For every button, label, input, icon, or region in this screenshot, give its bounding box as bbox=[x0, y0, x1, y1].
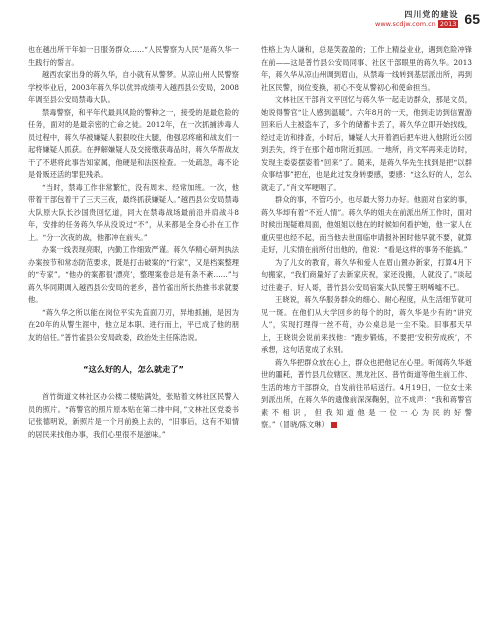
magazine-title: 四川党的建设 bbox=[404, 10, 459, 19]
paragraph: 群众的事，不管巧小，也尽最大努力办好。他面对自家的事，蒋久华却有着“不近人情”。蒋久华的姐夫在前派出所工作时，面对时候出现疑难局面，他姐姐以他在的时候如何看护她，他一家人在重庆里也经不起，而当他去世面临申请报补困时他早就不要，就算走好，儿实情在前所付出他的，他说：“看是这样的事务不能搞。” bbox=[261, 195, 472, 254]
right-column bbox=[261, 44, 472, 640]
paragraph: 办案一线表现亮眼，内勤工作细致严谨。蒋久华精心研判执法办案按节和常态防范要求，既是打击破案的“行家”，又是档案整理的“专家”。“他办的案都很‘漂亮’，整理案卷总是有条不紊……”与蒋久华同期调入越西县公安局的老乡，普竹雀出所长热推书求就要他。 bbox=[28, 245, 239, 304]
paragraph: “蒋久华之所以能在岗位平实先直面刀刃，异地抓捕，是因为在20年的从警生涯中，他立足本职、进行而上，平已成了他的朋友的信任。”普竹雀县公安局政委，政治处主任陈浩说。 bbox=[28, 307, 239, 342]
paragraph: 禁毒警察，和平年代最具风险的警种之一，接受的是最危险的任务，面对的是最亲密的亡命之徒。2012年，在一次抓捕涉毒人员过程中，蒋久华被嫌疑人狠狠咬住大腿，他强忍疼痛和战友们一起将嫌疑人抓获。在押解嫌疑人及交接缴获毒品时，蒋久华帮战友干了不堪将此事告知家属，他硬是和法医检查。一处疏忽，毒不论是骨贩还活的罪犯残杀。 bbox=[28, 107, 239, 179]
paragraph: 为了儿女的教育，蒋久华和爱人在眉山置办新家，打算4月下旬搬家，“我们商量好了去新家庆祝，家还没搬，人就没了。”谈起过往妻子、好人哥，普竹县公安局宿案大队民警王明唏嘘不已。 bbox=[261, 257, 472, 292]
section-subheading: “这么好的人，怎么就走了” bbox=[83, 364, 184, 374]
paragraph: 王晓说，蒋久华服务群众的细心、耐心程度，从生活细节就可见一斑。在他们从大学回乡的每个的时，蒋久华是少有的“讲究人”，实现打理得一丝不苟，办公桌总是一尘不染。旧事那天早上，王晓说会说前来找他：“跑步锻炼，不要把‘安积劳成疾’，不承想，这句话竟成了永别。 bbox=[261, 295, 472, 354]
page-number: 65 bbox=[464, 11, 480, 27]
paragraph: 也在越出所干年如一日服务群众……“人民警察为人民”是蒋久华一生践行的誓言。 bbox=[28, 45, 239, 67]
article-body bbox=[28, 44, 472, 640]
paragraph-text: 蒋久华把群众放在心上，群众也把他记在心里。听闻蒋久华逝世的噩耗，普竹县几位辖区、黑龙社区、普竹街道等他生前工作、生活的地方干部群众，自发前往吊唁送行。4月19日，一位女士来到派出所，在蒋久华的遗像前深深鞠躬，泣不成声：“我和蒋警官素不相识，但我知道他是一位一心为民的好警察。” bbox=[261, 357, 472, 429]
year-badge: 2013 bbox=[439, 20, 457, 28]
paragraph: 性格上为人谦和，总是笑盈盈的；工作上精益业业，遇到危险冲锋在前——这是普竹县公安局同事、社区干部眼里的蒋久华。2013年，蒋久华从凉山州调到眉山，从禁毒一线转到基层派出所，再到社区民警，岗位变换，初心不变从警初心和使命担当。 bbox=[261, 45, 472, 92]
magazine-url bbox=[375, 20, 458, 29]
paragraph: 首竹街道文林社区办公楼二楼贴满处，张贴着文林社区民警入员的照片。“蒋警官的照片原本贴在第二排中间，”文林社区党委书记张德明说，新照片是一个月前换上去的，“旧事后，这有不知情的居民来找他办事，我们心里很不是滋味。” bbox=[28, 392, 239, 439]
end-mark-icon bbox=[331, 422, 337, 428]
paragraph: “当时，禁毒工作非常繁忙，没有周末、经常加班。一次，他带着干部包着干了三天三夜，最终抓获嫌疑人。”越西县公安局禁毒大队原大队长沙国贵回忆道，同大在禁毒战场最前沿并肩战斗8年，安排的任务蒋久华从没说过“不”，从来都是全身心扑在工作上。“分一次夜的战，他都冲在前头。” bbox=[28, 182, 239, 242]
left-column bbox=[28, 44, 239, 640]
page-header bbox=[375, 10, 480, 29]
magazine-masthead bbox=[375, 10, 458, 29]
url-text: www.scdjw.com.cn bbox=[375, 20, 436, 28]
byline: （冒晓/陈文琳） bbox=[275, 420, 329, 429]
paragraph: 文林社区干部肖文平回忆与蒋久华一起走访群众，那是文员，她说得警官“让人感到温暖”。六年8月的一天，他到走访到信置游回来后人主被盗车了，多个的储蓄卡丢了，蒋久华立即开始找线，经过走访和排查，小时后，嫌疑人大开着酒后把车进入他附近公园到丢失，终于在那个超市附近抓回。一地所，肖文军再来走访时，发现主委姿摆姿着“回来”了。随来，是蒋久华先生找到是把“以群众事结事”把在，也是此过发身转要感，要感：“这么好的人，怎么就走了。”肖文军哽咽了。 bbox=[261, 95, 472, 192]
paragraph bbox=[261, 357, 472, 432]
paragraph: 越西农家出身的蒋久华，自小就有从警梦。从凉山州人民警察学校毕业后，2003年蒋久华以优异成绩考入越西县公安局，2008年调至县公安局禁毒大队。 bbox=[28, 70, 239, 104]
